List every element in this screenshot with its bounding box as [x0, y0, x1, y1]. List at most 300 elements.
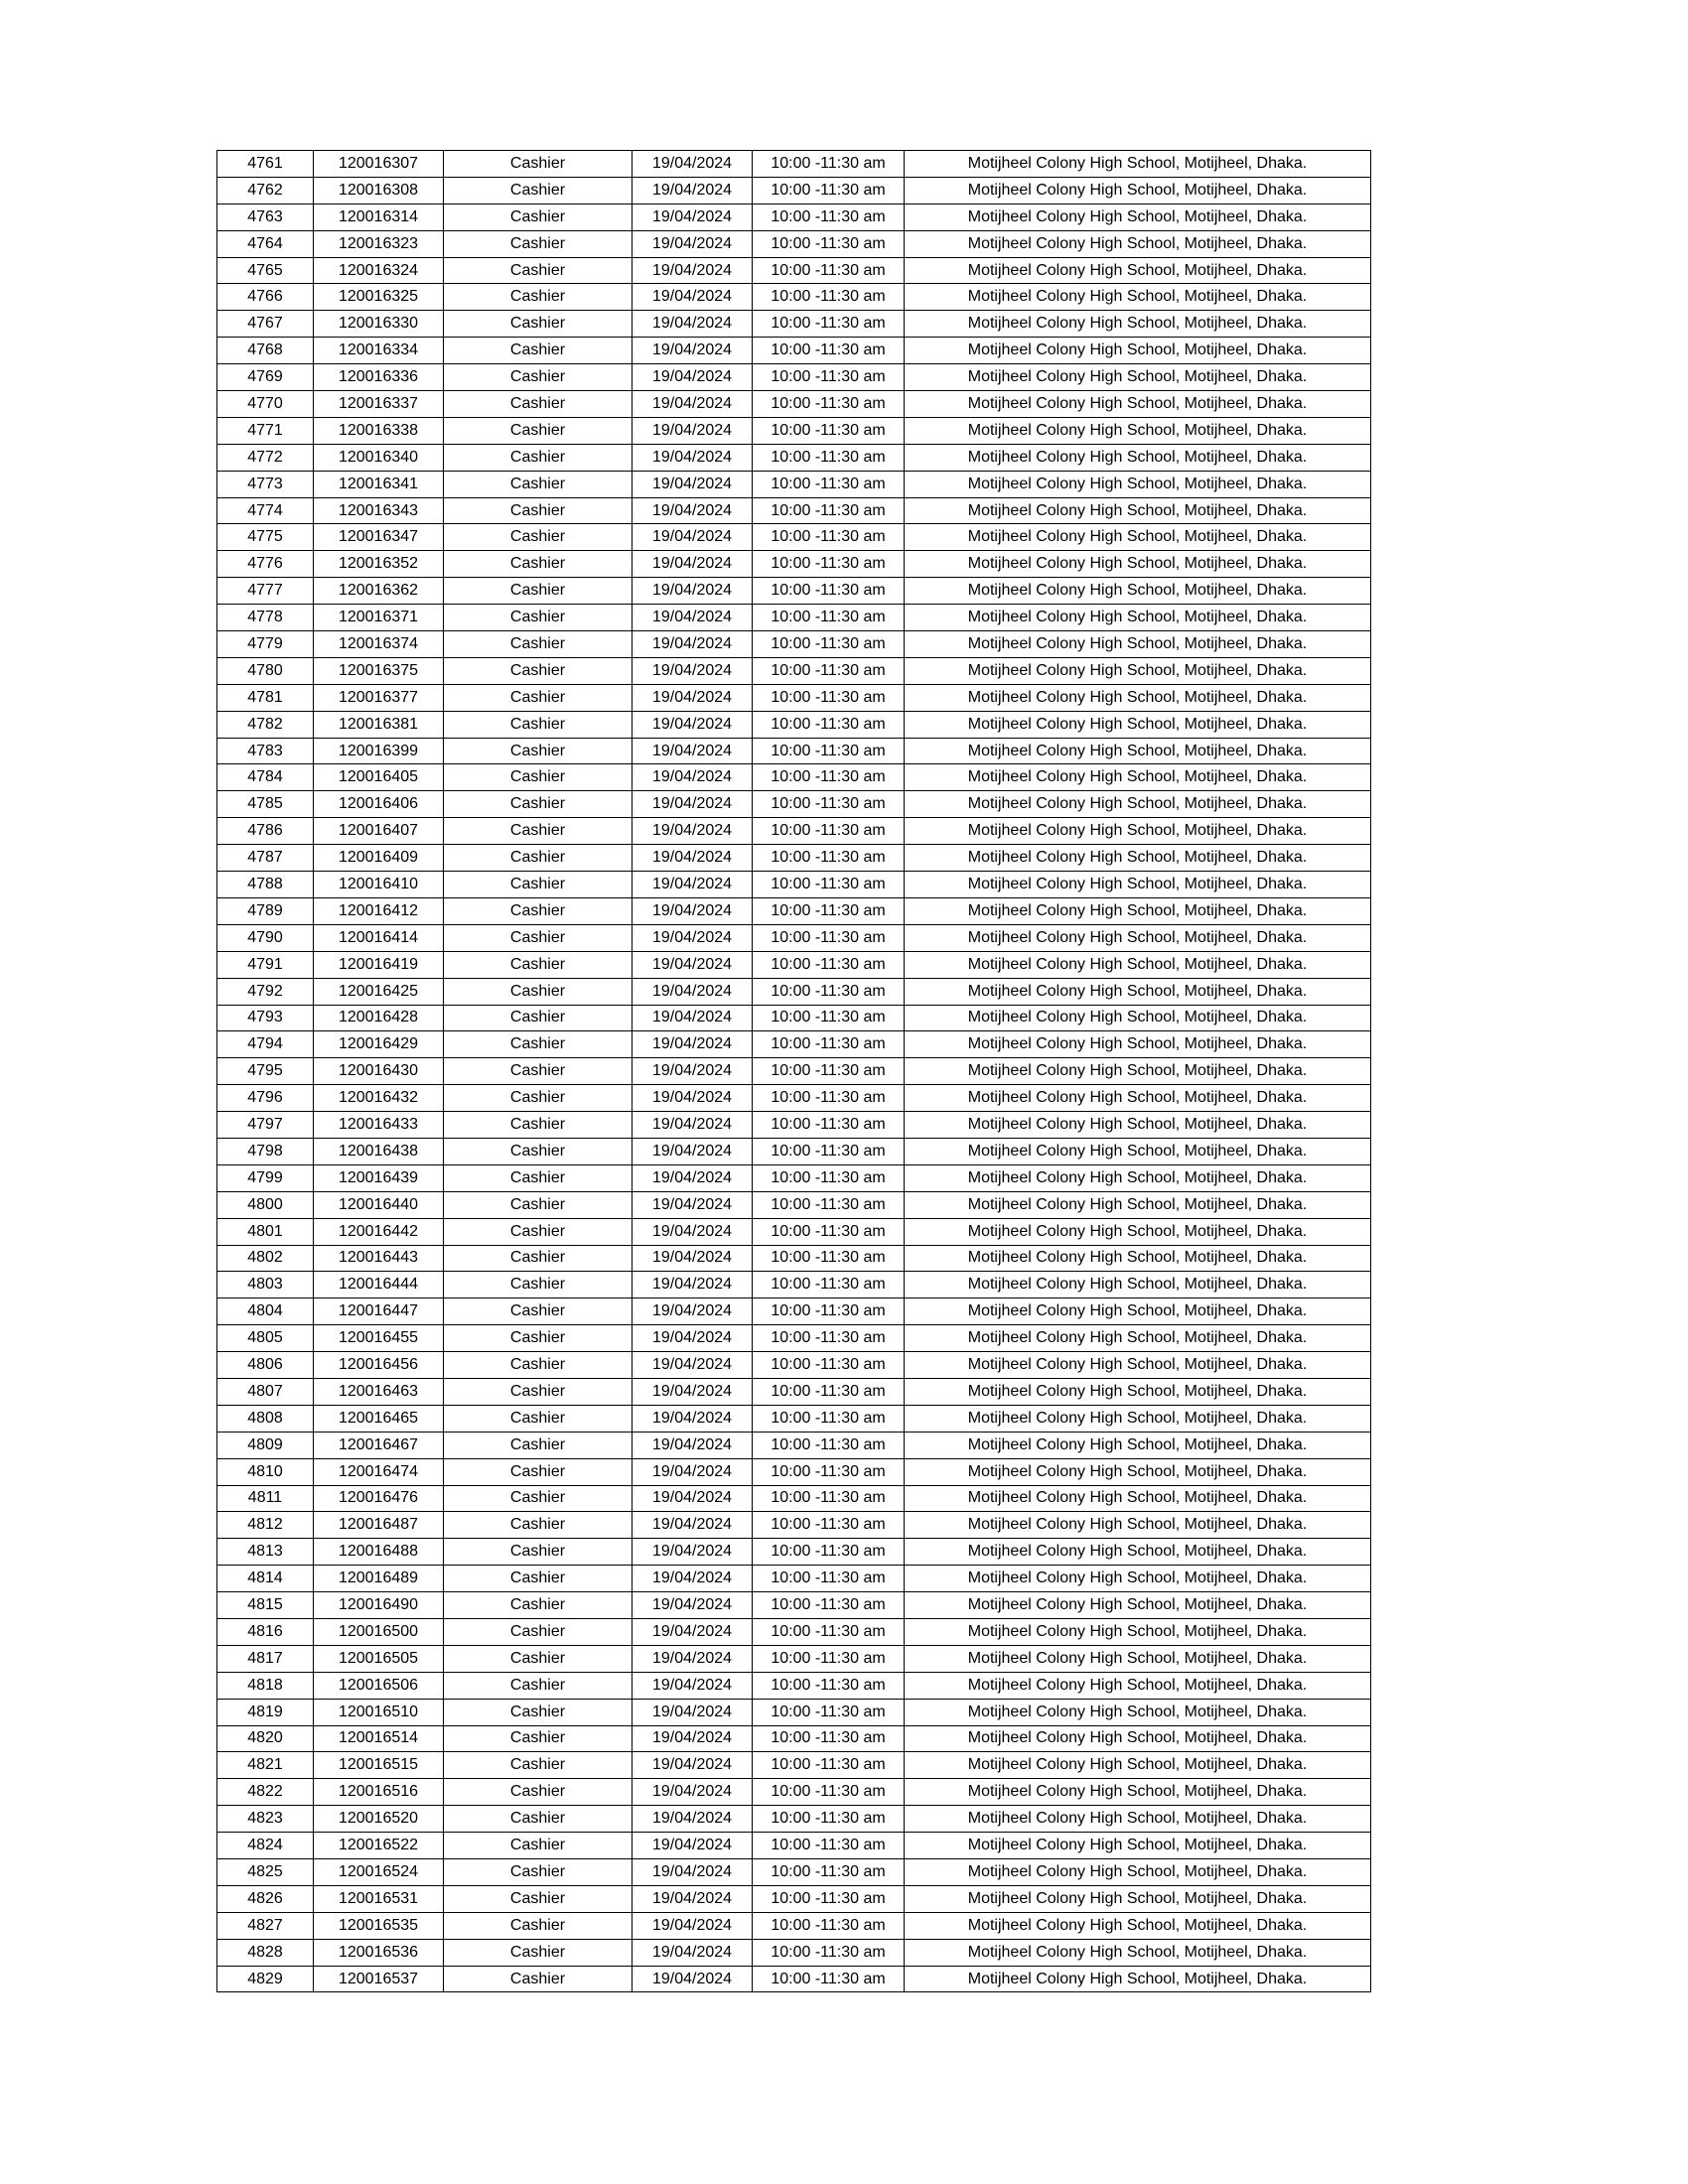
post-cell: Cashier — [444, 364, 633, 391]
roll-number-cell: 120016536 — [314, 1939, 444, 1966]
serial-cell: 4825 — [217, 1859, 314, 1886]
exam-time-cell: 10:00 -11:30 am — [753, 1298, 905, 1325]
exam-date-cell: 19/04/2024 — [633, 1352, 753, 1379]
serial-cell: 4769 — [217, 364, 314, 391]
serial-cell: 4816 — [217, 1618, 314, 1645]
exam-venue-cell: Motijheel Colony High School, Motijheel, Dhaka. — [905, 1939, 1371, 1966]
exam-date-cell: 19/04/2024 — [633, 711, 753, 738]
exam-time-cell: 10:00 -11:30 am — [753, 284, 905, 311]
exam-venue-cell: Motijheel Colony High School, Motijheel, Dhaka. — [905, 471, 1371, 497]
table-row — [217, 924, 1371, 951]
serial-cell: 4763 — [217, 204, 314, 230]
table-row — [217, 1699, 1371, 1725]
exam-date-cell: 19/04/2024 — [633, 1378, 753, 1405]
exam-date-cell: 19/04/2024 — [633, 1859, 753, 1886]
roll-number-cell: 120016343 — [314, 497, 444, 524]
table-row — [217, 1672, 1371, 1699]
exam-venue-cell: Motijheel Colony High School, Motijheel, Dhaka. — [905, 1566, 1371, 1592]
exam-date-cell: 19/04/2024 — [633, 1085, 753, 1112]
serial-cell: 4778 — [217, 605, 314, 631]
table-row — [217, 978, 1371, 1005]
exam-venue-cell: Motijheel Colony High School, Motijheel, Dhaka. — [905, 338, 1371, 364]
exam-venue-cell: Motijheel Colony High School, Motijheel, Dhaka. — [905, 1885, 1371, 1912]
exam-time-cell: 10:00 -11:30 am — [753, 872, 905, 898]
serial-cell: 4823 — [217, 1806, 314, 1833]
roll-number-cell: 120016455 — [314, 1325, 444, 1352]
table-row — [217, 1458, 1371, 1485]
exam-time-cell: 10:00 -11:30 am — [753, 578, 905, 605]
post-cell: Cashier — [444, 578, 633, 605]
post-cell: Cashier — [444, 1939, 633, 1966]
exam-venue-cell: Motijheel Colony High School, Motijheel, Dhaka. — [905, 1618, 1371, 1645]
serial-cell: 4819 — [217, 1699, 314, 1725]
exam-venue-cell: Motijheel Colony High School, Motijheel, Dhaka. — [905, 1272, 1371, 1298]
roll-number-cell: 120016338 — [314, 417, 444, 444]
exam-date-cell: 19/04/2024 — [633, 284, 753, 311]
serial-cell: 4762 — [217, 177, 314, 204]
exam-venue-cell: Motijheel Colony High School, Motijheel, Dhaka. — [905, 1752, 1371, 1779]
exam-time-cell: 10:00 -11:30 am — [753, 1378, 905, 1405]
exam-date-cell: 19/04/2024 — [633, 1058, 753, 1085]
roll-number-cell: 120016377 — [314, 684, 444, 711]
roll-number-cell: 120016381 — [314, 711, 444, 738]
serial-cell: 4788 — [217, 872, 314, 898]
exam-date-cell: 19/04/2024 — [633, 1779, 753, 1806]
table-row — [217, 951, 1371, 978]
post-cell: Cashier — [444, 1618, 633, 1645]
exam-date-cell: 19/04/2024 — [633, 897, 753, 924]
post-cell: Cashier — [444, 204, 633, 230]
exam-date-cell: 19/04/2024 — [633, 657, 753, 684]
roll-number-cell: 120016432 — [314, 1085, 444, 1112]
exam-date-cell: 19/04/2024 — [633, 417, 753, 444]
roll-number-cell: 120016514 — [314, 1725, 444, 1752]
table-row — [217, 1618, 1371, 1645]
exam-venue-cell: Motijheel Colony High School, Motijheel, Dhaka. — [905, 1912, 1371, 1939]
table-row — [217, 1939, 1371, 1966]
exam-venue-cell: Motijheel Colony High School, Motijheel, Dhaka. — [905, 1806, 1371, 1833]
serial-cell: 4794 — [217, 1031, 314, 1058]
exam-venue-cell: Motijheel Colony High School, Motijheel, Dhaka. — [905, 872, 1371, 898]
exam-date-cell: 19/04/2024 — [633, 1218, 753, 1245]
exam-time-cell: 10:00 -11:30 am — [753, 605, 905, 631]
post-cell: Cashier — [444, 551, 633, 578]
table-row — [217, 1512, 1371, 1539]
table-row — [217, 1085, 1371, 1112]
table-row — [217, 444, 1371, 471]
exam-date-cell: 19/04/2024 — [633, 924, 753, 951]
post-cell: Cashier — [444, 1432, 633, 1458]
table-row — [217, 1806, 1371, 1833]
roll-number-cell: 120016433 — [314, 1112, 444, 1139]
roll-number-cell: 120016419 — [314, 951, 444, 978]
roll-number-cell: 120016447 — [314, 1298, 444, 1325]
exam-venue-cell: Motijheel Colony High School, Motijheel, Dhaka. — [905, 1432, 1371, 1458]
serial-cell: 4799 — [217, 1164, 314, 1191]
post-cell: Cashier — [444, 1806, 633, 1833]
table-row — [217, 497, 1371, 524]
exam-time-cell: 10:00 -11:30 am — [753, 1512, 905, 1539]
serial-cell: 4787 — [217, 845, 314, 872]
exam-time-cell: 10:00 -11:30 am — [753, 1859, 905, 1886]
exam-venue-cell: Motijheel Colony High School, Motijheel, Dhaka. — [905, 177, 1371, 204]
exam-time-cell: 10:00 -11:30 am — [753, 1618, 905, 1645]
exam-date-cell: 19/04/2024 — [633, 1298, 753, 1325]
table-row — [217, 1112, 1371, 1139]
exam-date-cell: 19/04/2024 — [633, 1645, 753, 1672]
table-row — [217, 1539, 1371, 1566]
table-row — [217, 1298, 1371, 1325]
serial-cell: 4826 — [217, 1885, 314, 1912]
exam-time-cell: 10:00 -11:30 am — [753, 1806, 905, 1833]
roll-number-cell: 120016352 — [314, 551, 444, 578]
serial-cell: 4805 — [217, 1325, 314, 1352]
exam-venue-cell: Motijheel Colony High School, Motijheel, Dhaka. — [905, 1325, 1371, 1352]
roll-number-cell: 120016307 — [314, 151, 444, 178]
exam-time-cell: 10:00 -11:30 am — [753, 1539, 905, 1566]
roll-number-cell: 120016428 — [314, 1005, 444, 1031]
exam-time-cell: 10:00 -11:30 am — [753, 1164, 905, 1191]
post-cell: Cashier — [444, 1645, 633, 1672]
serial-cell: 4821 — [217, 1752, 314, 1779]
post-cell: Cashier — [444, 1272, 633, 1298]
exam-date-cell: 19/04/2024 — [633, 391, 753, 418]
exam-venue-cell: Motijheel Colony High School, Motijheel, Dhaka. — [905, 497, 1371, 524]
post-cell: Cashier — [444, 1218, 633, 1245]
exam-time-cell: 10:00 -11:30 am — [753, 524, 905, 551]
exam-time-cell: 10:00 -11:30 am — [753, 1566, 905, 1592]
serial-cell: 4818 — [217, 1672, 314, 1699]
exam-date-cell: 19/04/2024 — [633, 1833, 753, 1859]
exam-venue-cell: Motijheel Colony High School, Motijheel, Dhaka. — [905, 1592, 1371, 1619]
exam-time-cell: 10:00 -11:30 am — [753, 1485, 905, 1512]
post-cell: Cashier — [444, 791, 633, 818]
exam-venue-cell: Motijheel Colony High School, Motijheel, Dhaka. — [905, 1966, 1371, 1992]
serial-cell: 4781 — [217, 684, 314, 711]
exam-date-cell: 19/04/2024 — [633, 364, 753, 391]
roll-number-cell: 120016405 — [314, 764, 444, 791]
table-row — [217, 524, 1371, 551]
roll-number-cell: 120016410 — [314, 872, 444, 898]
exam-date-cell: 19/04/2024 — [633, 177, 753, 204]
post-cell: Cashier — [444, 872, 633, 898]
exam-time-cell: 10:00 -11:30 am — [753, 1885, 905, 1912]
exam-time-cell: 10:00 -11:30 am — [753, 791, 905, 818]
post-cell: Cashier — [444, 1005, 633, 1031]
exam-venue-cell: Motijheel Colony High School, Motijheel, Dhaka. — [905, 897, 1371, 924]
post-cell: Cashier — [444, 1298, 633, 1325]
exam-date-cell: 19/04/2024 — [633, 1912, 753, 1939]
table-row — [217, 1859, 1371, 1886]
exam-venue-cell: Motijheel Colony High School, Motijheel, Dhaka. — [905, 1112, 1371, 1139]
table-row — [217, 1325, 1371, 1352]
table-row — [217, 364, 1371, 391]
table-row — [217, 151, 1371, 178]
exam-venue-cell: Motijheel Colony High School, Motijheel, Dhaka. — [905, 1191, 1371, 1218]
post-cell: Cashier — [444, 257, 633, 284]
serial-cell: 4795 — [217, 1058, 314, 1085]
exam-venue-cell: Motijheel Colony High School, Motijheel, Dhaka. — [905, 391, 1371, 418]
roll-number-cell: 120016340 — [314, 444, 444, 471]
exam-date-cell: 19/04/2024 — [633, 951, 753, 978]
exam-venue-cell: Motijheel Colony High School, Motijheel, Dhaka. — [905, 1085, 1371, 1112]
exam-date-cell: 19/04/2024 — [633, 1245, 753, 1272]
post-cell: Cashier — [444, 1485, 633, 1512]
exam-date-cell: 19/04/2024 — [633, 204, 753, 230]
exam-venue-cell: Motijheel Colony High School, Motijheel, Dhaka. — [905, 978, 1371, 1005]
serial-cell: 4766 — [217, 284, 314, 311]
table-row — [217, 1058, 1371, 1085]
serial-cell: 4789 — [217, 897, 314, 924]
exam-time-cell: 10:00 -11:30 am — [753, 818, 905, 845]
exam-date-cell: 19/04/2024 — [633, 1112, 753, 1139]
post-cell: Cashier — [444, 1885, 633, 1912]
exam-venue-cell: Motijheel Colony High School, Motijheel, Dhaka. — [905, 605, 1371, 631]
exam-date-cell: 19/04/2024 — [633, 1432, 753, 1458]
serial-cell: 4784 — [217, 764, 314, 791]
post-cell: Cashier — [444, 657, 633, 684]
exam-date-cell: 19/04/2024 — [633, 818, 753, 845]
exam-time-cell: 10:00 -11:30 am — [753, 1058, 905, 1085]
roll-number-cell: 120016412 — [314, 897, 444, 924]
exam-venue-cell: Motijheel Colony High School, Motijheel, Dhaka. — [905, 284, 1371, 311]
exam-time-cell: 10:00 -11:30 am — [753, 1005, 905, 1031]
exam-time-cell: 10:00 -11:30 am — [753, 1645, 905, 1672]
roll-number-cell: 120016463 — [314, 1378, 444, 1405]
serial-cell: 4780 — [217, 657, 314, 684]
serial-cell: 4820 — [217, 1725, 314, 1752]
table-row — [217, 230, 1371, 257]
roll-number-cell: 120016362 — [314, 578, 444, 605]
table-row — [217, 338, 1371, 364]
table-row — [217, 845, 1371, 872]
exam-time-cell: 10:00 -11:30 am — [753, 471, 905, 497]
roll-number-cell: 120016489 — [314, 1566, 444, 1592]
table-row — [217, 1566, 1371, 1592]
post-cell: Cashier — [444, 338, 633, 364]
exam-venue-cell: Motijheel Colony High School, Motijheel, Dhaka. — [905, 257, 1371, 284]
serial-cell: 4764 — [217, 230, 314, 257]
exam-time-cell: 10:00 -11:30 am — [753, 1272, 905, 1298]
exam-time-cell: 10:00 -11:30 am — [753, 1752, 905, 1779]
serial-cell: 4773 — [217, 471, 314, 497]
roll-number-cell: 120016476 — [314, 1485, 444, 1512]
post-cell: Cashier — [444, 631, 633, 658]
serial-cell: 4811 — [217, 1485, 314, 1512]
exam-time-cell: 10:00 -11:30 am — [753, 711, 905, 738]
table-row — [217, 818, 1371, 845]
exam-venue-cell: Motijheel Colony High School, Motijheel, Dhaka. — [905, 1779, 1371, 1806]
exam-venue-cell: Motijheel Colony High School, Motijheel, Dhaka. — [905, 1164, 1371, 1191]
post-cell: Cashier — [444, 1164, 633, 1191]
table-row — [217, 897, 1371, 924]
exam-venue-cell: Motijheel Colony High School, Motijheel, Dhaka. — [905, 1859, 1371, 1886]
exam-venue-cell: Motijheel Colony High School, Motijheel, Dhaka. — [905, 924, 1371, 951]
exam-date-cell: 19/04/2024 — [633, 1272, 753, 1298]
exam-time-cell: 10:00 -11:30 am — [753, 897, 905, 924]
exam-venue-cell: Motijheel Colony High School, Motijheel, Dhaka. — [905, 1725, 1371, 1752]
serial-cell: 4802 — [217, 1245, 314, 1272]
serial-cell: 4813 — [217, 1539, 314, 1566]
roll-number-cell: 120016524 — [314, 1859, 444, 1886]
exam-venue-cell: Motijheel Colony High School, Motijheel, Dhaka. — [905, 1672, 1371, 1699]
exam-time-cell: 10:00 -11:30 am — [753, 924, 905, 951]
exam-time-cell: 10:00 -11:30 am — [753, 1912, 905, 1939]
exam-time-cell: 10:00 -11:30 am — [753, 1031, 905, 1058]
exam-venue-cell: Motijheel Colony High School, Motijheel, Dhaka. — [905, 417, 1371, 444]
table-row — [217, 257, 1371, 284]
exam-date-cell: 19/04/2024 — [633, 1939, 753, 1966]
post-cell: Cashier — [444, 1672, 633, 1699]
exam-venue-cell: Motijheel Colony High School, Motijheel, Dhaka. — [905, 364, 1371, 391]
roll-number-cell: 120016336 — [314, 364, 444, 391]
post-cell: Cashier — [444, 818, 633, 845]
post-cell: Cashier — [444, 897, 633, 924]
exam-date-cell: 19/04/2024 — [633, 524, 753, 551]
post-cell: Cashier — [444, 1138, 633, 1164]
exam-date-cell: 19/04/2024 — [633, 444, 753, 471]
roll-number-cell: 120016537 — [314, 1966, 444, 1992]
roll-number-cell: 120016407 — [314, 818, 444, 845]
roll-number-cell: 120016371 — [314, 605, 444, 631]
exam-date-cell: 19/04/2024 — [633, 1592, 753, 1619]
table-row — [217, 1912, 1371, 1939]
exam-date-cell: 19/04/2024 — [633, 1539, 753, 1566]
roll-number-cell: 120016535 — [314, 1912, 444, 1939]
post-cell: Cashier — [444, 1058, 633, 1085]
roll-number-cell: 120016399 — [314, 738, 444, 764]
roll-number-cell: 120016409 — [314, 845, 444, 872]
table-row — [217, 204, 1371, 230]
exam-time-cell: 10:00 -11:30 am — [753, 257, 905, 284]
exam-venue-cell: Motijheel Colony High School, Motijheel, Dhaka. — [905, 951, 1371, 978]
table-row — [217, 1885, 1371, 1912]
exam-date-cell: 19/04/2024 — [633, 151, 753, 178]
roll-number-cell: 120016438 — [314, 1138, 444, 1164]
post-cell: Cashier — [444, 684, 633, 711]
table-row — [217, 1352, 1371, 1379]
serial-cell: 4772 — [217, 444, 314, 471]
exam-venue-cell: Motijheel Colony High School, Motijheel, Dhaka. — [905, 1645, 1371, 1672]
exam-venue-cell: Motijheel Colony High School, Motijheel, Dhaka. — [905, 230, 1371, 257]
exam-venue-cell: Motijheel Colony High School, Motijheel, Dhaka. — [905, 1512, 1371, 1539]
post-cell: Cashier — [444, 1325, 633, 1352]
table-row — [217, 471, 1371, 497]
roll-number-cell: 120016425 — [314, 978, 444, 1005]
post-cell: Cashier — [444, 738, 633, 764]
roll-number-cell: 120016314 — [314, 204, 444, 230]
serial-cell: 4783 — [217, 738, 314, 764]
exam-date-cell: 19/04/2024 — [633, 764, 753, 791]
table-row — [217, 1592, 1371, 1619]
serial-cell: 4791 — [217, 951, 314, 978]
roll-number-cell: 120016374 — [314, 631, 444, 658]
exam-time-cell: 10:00 -11:30 am — [753, 657, 905, 684]
exam-time-cell: 10:00 -11:30 am — [753, 631, 905, 658]
exam-date-cell: 19/04/2024 — [633, 605, 753, 631]
exam-time-cell: 10:00 -11:30 am — [753, 1432, 905, 1458]
roll-number-cell: 120016430 — [314, 1058, 444, 1085]
exam-venue-cell: Motijheel Colony High School, Motijheel, Dhaka. — [905, 684, 1371, 711]
post-cell: Cashier — [444, 764, 633, 791]
serial-cell: 4827 — [217, 1912, 314, 1939]
table-row — [217, 311, 1371, 338]
serial-cell: 4785 — [217, 791, 314, 818]
exam-venue-cell: Motijheel Colony High School, Motijheel, Dhaka. — [905, 1031, 1371, 1058]
roll-number-cell: 120016467 — [314, 1432, 444, 1458]
exam-venue-cell: Motijheel Colony High School, Motijheel, Dhaka. — [905, 444, 1371, 471]
exam-date-cell: 19/04/2024 — [633, 791, 753, 818]
serial-cell: 4824 — [217, 1833, 314, 1859]
exam-date-cell: 19/04/2024 — [633, 1512, 753, 1539]
exam-venue-cell: Motijheel Colony High School, Motijheel, Dhaka. — [905, 1138, 1371, 1164]
post-cell: Cashier — [444, 524, 633, 551]
table-row — [217, 1779, 1371, 1806]
exam-time-cell: 10:00 -11:30 am — [753, 444, 905, 471]
serial-cell: 4800 — [217, 1191, 314, 1218]
post-cell: Cashier — [444, 978, 633, 1005]
exam-date-cell: 19/04/2024 — [633, 1885, 753, 1912]
table-row — [217, 1245, 1371, 1272]
roll-number-cell: 120016516 — [314, 1779, 444, 1806]
exam-time-cell: 10:00 -11:30 am — [753, 1966, 905, 1992]
roll-number-cell: 120016429 — [314, 1031, 444, 1058]
exam-venue-cell: Motijheel Colony High School, Motijheel, Dhaka. — [905, 1485, 1371, 1512]
post-cell: Cashier — [444, 151, 633, 178]
post-cell: Cashier — [444, 1378, 633, 1405]
serial-cell: 4777 — [217, 578, 314, 605]
table-row — [217, 684, 1371, 711]
post-cell: Cashier — [444, 1539, 633, 1566]
exam-time-cell: 10:00 -11:30 am — [753, 551, 905, 578]
exam-time-cell: 10:00 -11:30 am — [753, 311, 905, 338]
roll-number-cell: 120016440 — [314, 1191, 444, 1218]
serial-cell: 4815 — [217, 1592, 314, 1619]
serial-cell: 4814 — [217, 1566, 314, 1592]
table-row — [217, 1378, 1371, 1405]
exam-venue-cell: Motijheel Colony High School, Motijheel, Dhaka. — [905, 631, 1371, 658]
exam-time-cell: 10:00 -11:30 am — [753, 1672, 905, 1699]
roll-number-cell: 120016341 — [314, 471, 444, 497]
roll-number-cell: 120016325 — [314, 284, 444, 311]
exam-time-cell: 10:00 -11:30 am — [753, 177, 905, 204]
roll-number-cell: 120016488 — [314, 1539, 444, 1566]
exam-date-cell: 19/04/2024 — [633, 738, 753, 764]
exam-time-cell: 10:00 -11:30 am — [753, 364, 905, 391]
roll-number-cell: 120016487 — [314, 1512, 444, 1539]
table-row — [217, 631, 1371, 658]
table-row — [217, 657, 1371, 684]
exam-time-cell: 10:00 -11:30 am — [753, 1138, 905, 1164]
table-row — [217, 1966, 1371, 1992]
table-row — [217, 1031, 1371, 1058]
roll-number-cell: 120016334 — [314, 338, 444, 364]
post-cell: Cashier — [444, 1512, 633, 1539]
post-cell: Cashier — [444, 1912, 633, 1939]
table-row — [217, 1645, 1371, 1672]
roll-number-cell: 120016506 — [314, 1672, 444, 1699]
roll-number-cell: 120016456 — [314, 1352, 444, 1379]
exam-date-cell: 19/04/2024 — [633, 257, 753, 284]
table-row — [217, 177, 1371, 204]
exam-time-cell: 10:00 -11:30 am — [753, 151, 905, 178]
table-row — [217, 1138, 1371, 1164]
post-cell: Cashier — [444, 1752, 633, 1779]
serial-cell: 4796 — [217, 1085, 314, 1112]
exam-time-cell: 10:00 -11:30 am — [753, 764, 905, 791]
exam-date-cell: 19/04/2024 — [633, 1618, 753, 1645]
exam-venue-cell: Motijheel Colony High School, Motijheel, Dhaka. — [905, 1539, 1371, 1566]
